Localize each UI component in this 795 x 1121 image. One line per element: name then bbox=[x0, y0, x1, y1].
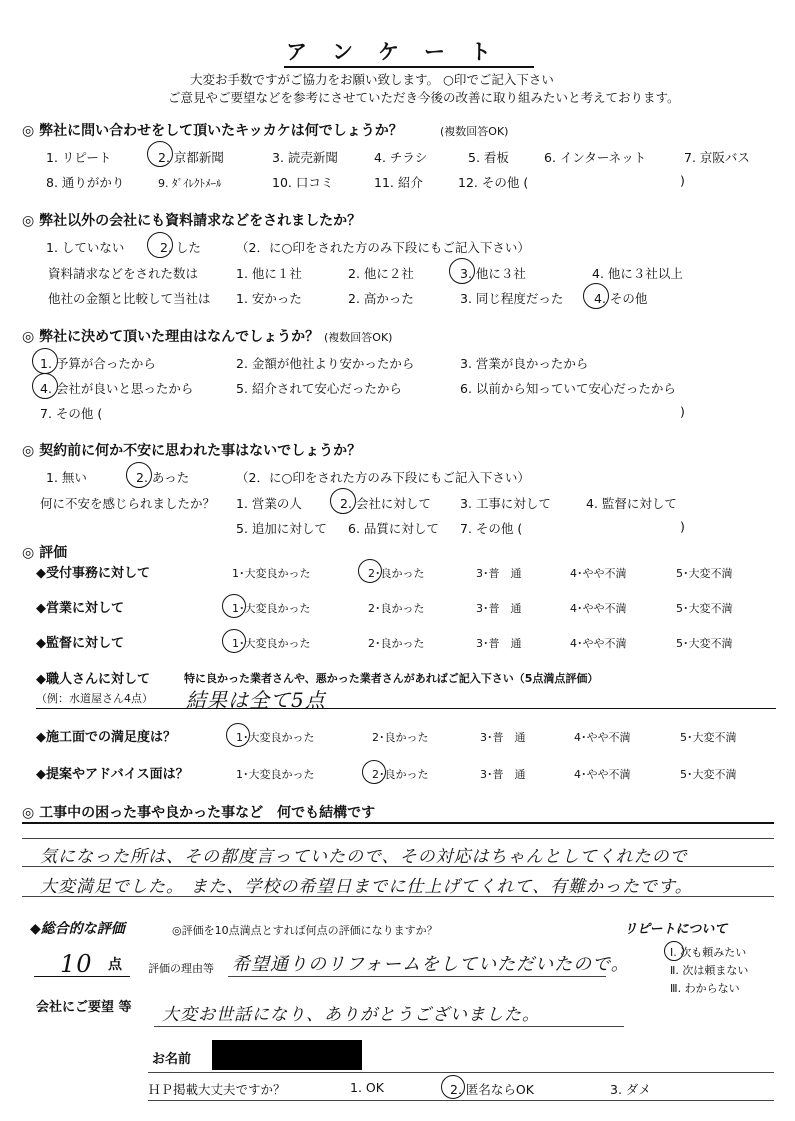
q2-count-label: 資料請求などをされた数は bbox=[48, 266, 199, 281]
request-answer[interactable]: 大変お世話になり、ありがとうございました。 bbox=[162, 1005, 540, 1025]
eval-option[interactable]: 4･やや不満 bbox=[574, 731, 631, 744]
answer-circle bbox=[583, 283, 609, 309]
q1-option[interactable]: 9. ﾀﾞｲﾚｸﾄﾒｰﾙ bbox=[158, 177, 222, 190]
q2-hint: （2．に○印をされた方のみ下段にもご記入下さい） bbox=[236, 240, 530, 255]
q2-heading: ◎ 弊社以外の会社にも資料請求などをされましたか？ bbox=[22, 213, 362, 229]
q1-option[interactable]: 6. インターネット bbox=[544, 150, 647, 165]
q2-compare-label: 他社の金額と比較して当社は bbox=[48, 291, 211, 306]
trouble-answer-line-1[interactable]: 気になった所は、その都度言っていたので、その対応はちゃんとしてくれたので bbox=[40, 847, 688, 867]
q3-heading: ◎ 弊社に決めて頂いた理由はなんでしょうか？ bbox=[22, 329, 320, 345]
trouble-heading: ◎ 工事中の困った事や良かった事など 何でも結構です bbox=[22, 805, 376, 821]
q1-option[interactable]: 2. 京都新聞 bbox=[158, 150, 224, 165]
q3-option[interactable]: 3. 営業が良かったから bbox=[460, 356, 589, 371]
hp-option[interactable]: 3. ダメ bbox=[610, 1082, 651, 1097]
name-redacted[interactable] bbox=[212, 1040, 362, 1070]
q3-note: (複数回答OK) bbox=[324, 331, 393, 344]
eval-option[interactable]: 1･大変良かった bbox=[232, 567, 311, 580]
eval-option[interactable]: 1･大変良かった bbox=[236, 768, 315, 781]
q2-compare-option[interactable]: 2. 高かった bbox=[348, 291, 414, 306]
q1-option[interactable]: 10. 口コミ bbox=[272, 175, 334, 190]
repeat-option[interactable]: Ⅱ. 次は頼まない bbox=[670, 964, 749, 977]
eval-option[interactable]: 2･良かった bbox=[368, 567, 425, 580]
q2-count-option[interactable]: 3. 他に３社 bbox=[460, 266, 526, 281]
q1-note: (複数回答OK) bbox=[440, 125, 509, 138]
eval-option[interactable]: 4･やや不満 bbox=[570, 567, 627, 580]
reason-line bbox=[228, 976, 606, 977]
eval-option[interactable]: 2･良かった bbox=[368, 602, 425, 615]
answer-circle bbox=[222, 594, 246, 618]
answer-circle bbox=[222, 629, 246, 653]
eval-row-label: ◆受付事務に対して bbox=[36, 566, 150, 581]
eval-option[interactable]: 4･やや不満 bbox=[570, 602, 627, 615]
repeat-option[interactable]: Ⅲ. わからない bbox=[670, 982, 740, 995]
ruled-line bbox=[22, 866, 774, 867]
eval-row-label: ◆営業に対して bbox=[36, 601, 124, 616]
q1-option[interactable]: 7. 京阪バス bbox=[684, 150, 750, 165]
request-label: 会社にご要望 等 bbox=[36, 1000, 132, 1015]
answer-circle bbox=[358, 559, 382, 583]
repeat-option[interactable]: Ⅰ. 次も頼みたい bbox=[670, 946, 747, 959]
q4-option[interactable]: 1. 営業の人 bbox=[236, 496, 302, 511]
answer-circle bbox=[441, 1075, 465, 1099]
hp-label: ＨＰ掲載大丈夫ですか？ bbox=[148, 1082, 286, 1097]
eval-option[interactable]: 3･普 通 bbox=[476, 567, 522, 580]
name-label: お名前 bbox=[152, 1052, 192, 1067]
q4-option[interactable]: 5. 追加に対して bbox=[236, 521, 327, 536]
page-title: ア ン ケ ー ト bbox=[286, 40, 493, 64]
q1-heading: ◎ 弊社に問い合わせをして頂いたキッカケは何でしょうか？ bbox=[22, 123, 403, 139]
eval-option[interactable]: 1･大変良かった bbox=[236, 731, 315, 744]
q1-option[interactable]: 3. 読売新聞 bbox=[272, 150, 338, 165]
answer-circle bbox=[226, 723, 250, 747]
eval-option[interactable]: 2･良かった bbox=[372, 731, 429, 744]
q2-option[interactable]: 1. していない bbox=[46, 240, 125, 255]
overall-score-unit: 点 bbox=[108, 957, 122, 973]
eval-row-label: ◆施工面での満足度は？ bbox=[36, 730, 176, 745]
ruled-line bbox=[22, 896, 774, 897]
name-line bbox=[148, 1072, 774, 1073]
q1-option[interactable]: 1. リピート bbox=[46, 150, 112, 165]
eval-option[interactable]: 4･やや不満 bbox=[570, 637, 627, 650]
answer-circle bbox=[362, 760, 386, 784]
craft-answer-line bbox=[36, 708, 776, 709]
answer-circle bbox=[32, 348, 58, 374]
eval-heading: ◎ 評価 bbox=[22, 545, 68, 561]
intro-line-1: 大変お手数ですがご協力をお願い致します。 ○印でご記入下さい bbox=[190, 72, 554, 87]
answer-circle bbox=[664, 941, 684, 961]
craft-label: ◆職人さんに対して bbox=[36, 672, 150, 687]
score-line bbox=[34, 976, 130, 977]
q4-option-close: ) bbox=[680, 519, 685, 534]
q1-option[interactable]: 8. 通りがかり bbox=[46, 175, 125, 190]
eval-option[interactable]: 5･大変不満 bbox=[676, 602, 733, 615]
hp-option[interactable]: 2. 匿名ならOK bbox=[450, 1082, 534, 1097]
eval-option[interactable]: 2･良かった bbox=[368, 637, 425, 650]
q2-count-option[interactable]: 1. 他に１社 bbox=[236, 266, 302, 281]
q4-option[interactable]: 2. あった bbox=[136, 470, 190, 485]
q4-option[interactable]: 6. 品質に対して bbox=[348, 521, 439, 536]
eval-option[interactable]: 5･大変不満 bbox=[676, 567, 733, 580]
overall-score[interactable]: 10 bbox=[60, 950, 93, 978]
answer-circle bbox=[330, 488, 356, 514]
eval-option[interactable]: 2･良かった bbox=[372, 768, 429, 781]
eval-option[interactable]: 5･大変不満 bbox=[680, 731, 737, 744]
answer-circle bbox=[32, 373, 58, 399]
craft-hint: 特に良かった業者さんや、悪かった業者さんがあればご記入下さい（5点満点評価） bbox=[184, 672, 599, 685]
intro-line-2: ご意見やご要望などを参考にさせていただき今後の改善に取り組みたいと考えております。 bbox=[168, 90, 680, 105]
trouble-underline bbox=[22, 822, 774, 824]
q4-option[interactable]: 2. 会社に対して bbox=[340, 496, 431, 511]
q4-hint: （2．に○印をされた方のみ下段にもご記入下さい） bbox=[236, 470, 530, 485]
q4-option[interactable]: 4. 監督に対して bbox=[586, 496, 677, 511]
eval-option[interactable]: 5･大変不満 bbox=[676, 637, 733, 650]
q4-option[interactable]: 1. 無い bbox=[46, 470, 87, 485]
title-underline bbox=[284, 66, 534, 68]
q3-option[interactable]: 2. 金額が他社より安かったから bbox=[236, 356, 415, 371]
trouble-answer-line-2[interactable]: 大変満足でした。 また、学校の希望日までに仕上げてくれて、有難かったです。 bbox=[40, 877, 693, 897]
eval-option[interactable]: 1･大変良かった bbox=[232, 637, 311, 650]
q1-option[interactable]: 5. 看板 bbox=[468, 150, 509, 165]
eval-option[interactable]: 4･やや不満 bbox=[574, 768, 631, 781]
craft-answer[interactable]: 結果は全て5点 bbox=[186, 688, 326, 712]
q3-option[interactable]: 6. 以前から知っていて安心だったから bbox=[460, 381, 676, 396]
q3-option[interactable]: 1. 予算が合ったから bbox=[40, 356, 156, 371]
hp-option[interactable]: 1. OK bbox=[350, 1080, 384, 1095]
reason-label: 評価の理由等 bbox=[148, 962, 214, 975]
q4-heading: ◎ 契約前に何か不安に思われた事はないでしょうか？ bbox=[22, 443, 362, 459]
q2-compare-option[interactable]: 1. 安かった bbox=[236, 291, 302, 306]
eval-option[interactable]: 1･大変良かった bbox=[232, 602, 311, 615]
answer-circle bbox=[449, 258, 475, 284]
answer-circle bbox=[147, 232, 173, 258]
q3-option[interactable]: 4. 会社が良いと思ったから bbox=[40, 381, 194, 396]
footer-line bbox=[148, 1100, 774, 1101]
request-line bbox=[154, 1026, 624, 1027]
q1-option[interactable]: 12. その他 ( bbox=[458, 175, 529, 190]
q2-compare-option[interactable]: 3. 同じ程度だった bbox=[460, 291, 564, 306]
eval-option[interactable]: 3･普 通 bbox=[476, 602, 522, 615]
answer-circle bbox=[126, 462, 152, 488]
q1-option-close: ) bbox=[680, 173, 685, 188]
q4-option[interactable]: 3. 工事に対して bbox=[460, 496, 551, 511]
repeat-title: リピートについて bbox=[624, 922, 728, 937]
eval-row-label: ◆提案やアドバイス面は？ bbox=[36, 767, 189, 782]
q2-option[interactable]: 2. した bbox=[160, 240, 201, 255]
overall-heading: ◆総合的な評価 bbox=[30, 921, 125, 937]
q1-option[interactable]: 4. チラシ bbox=[374, 150, 428, 165]
q2-compare-option[interactable]: 4. その他 bbox=[594, 291, 648, 306]
craft-example: （例：水道屋さん4点） bbox=[36, 692, 153, 705]
q3-option-close: ) bbox=[680, 404, 685, 419]
eval-option[interactable]: 3･普 通 bbox=[476, 637, 522, 650]
eval-row-label: ◆監督に対して bbox=[36, 636, 124, 651]
answer-circle bbox=[147, 141, 173, 167]
q3-option[interactable]: 5. 紹介されて安心だったから bbox=[236, 381, 402, 396]
q3-option[interactable]: 7. その他 ( bbox=[40, 406, 103, 421]
ruled-line bbox=[22, 838, 774, 839]
q2-count-option[interactable]: 2. 他に２社 bbox=[348, 266, 414, 281]
overall-question: ◎評価を10点満点とすれば何点の評価になりますか？ bbox=[172, 924, 438, 937]
eval-option[interactable]: 3･普 通 bbox=[480, 768, 526, 781]
reason-answer[interactable]: 希望通りのリフォームをしていただいたので。 bbox=[232, 954, 630, 975]
eval-option[interactable]: 5･大変不満 bbox=[680, 768, 737, 781]
q4-option[interactable]: 7. その他 ( bbox=[460, 521, 523, 536]
q1-option[interactable]: 11. 紹介 bbox=[374, 175, 423, 190]
q4-label: 何に不安を感じられましたか？ bbox=[40, 496, 216, 511]
eval-option[interactable]: 3･普 通 bbox=[480, 731, 526, 744]
q2-count-option[interactable]: 4. 他に３社以上 bbox=[592, 266, 683, 281]
